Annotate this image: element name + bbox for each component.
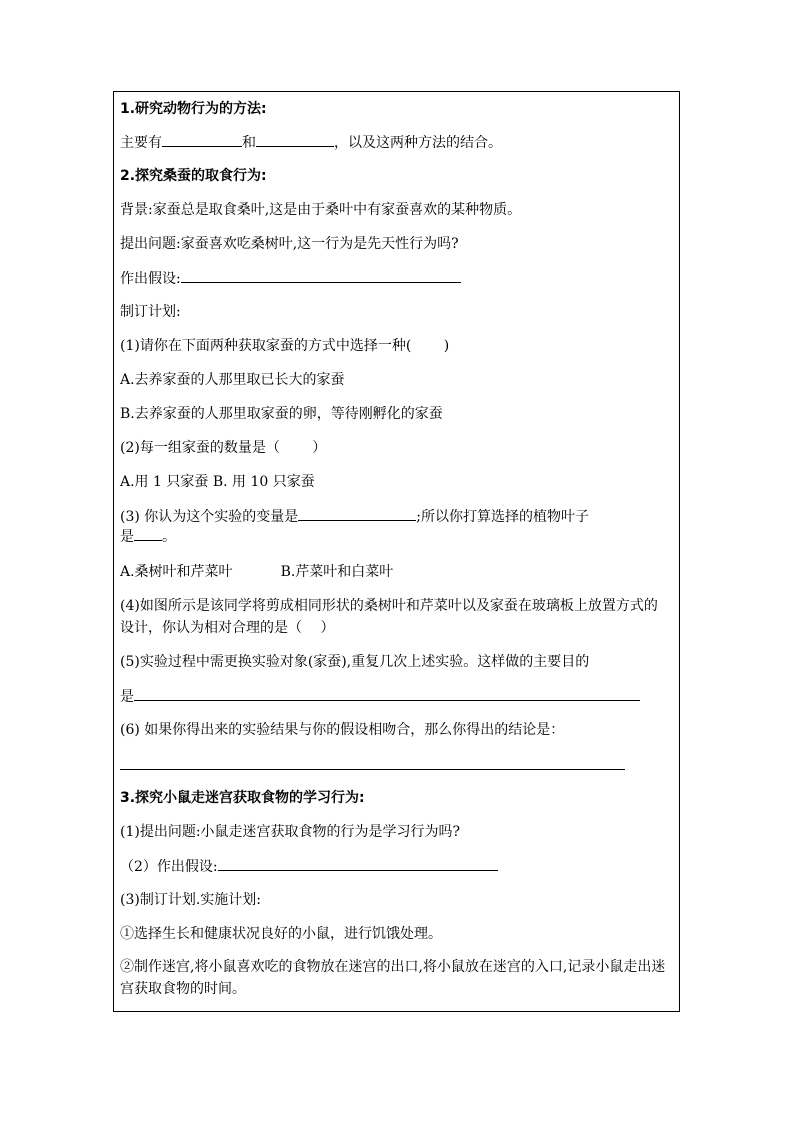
methods-mid: 和 (242, 135, 256, 151)
blank-section3-hypothesis[interactable] (218, 856, 498, 871)
section3-q3: (3)制订计划.实施计划: (120, 892, 261, 908)
section2-q3-line1 (120, 506, 589, 527)
section2-background: 背景:家蚕总是取食桑叶,这是由于桑叶中有家蚕喜欢的某种物质。 (120, 202, 522, 218)
section2-q3-line2 (120, 526, 176, 547)
q3-suffix: ;所以你打算选择的植物叶子 (416, 509, 589, 525)
section3-q1: (1)提出问题:小鼠走迷宫获取食物的行为是学习行为吗? (120, 824, 461, 840)
section3-heading: 3.探究小鼠走迷宫获取食物的学习行为: (120, 790, 365, 806)
q3-option-b: B.芹菜叶和白菜叶 (280, 564, 394, 580)
section2-heading: 2.探究桑蚕的取食行为: (120, 168, 267, 184)
blank-leaf-choice[interactable] (134, 526, 162, 541)
section1-heading: 1.研究动物行为的方法: (120, 101, 267, 117)
blank-hypothesis[interactable] (181, 268, 461, 283)
section1-methods-line (120, 132, 502, 153)
q3-prefix: (3) 你认为这个实验的变量是 (120, 509, 299, 525)
section2-q5: (5)实验过程中需更换实验对象(家蚕),重复几次上述实验。这样做的主要目的 (120, 654, 590, 670)
hypothesis-label: 作出假设: (120, 271, 181, 287)
methods-prefix: 主要有 (120, 135, 162, 151)
blank-conclusion[interactable] (120, 769, 625, 770)
section2-question: 提出问题:家蚕喜欢吃桑树叶,这一行为是先天性行为吗? (120, 236, 459, 252)
section2-q2: (2)每一组家蚕的数量是（ ） (120, 440, 327, 456)
methods-suffix: ，以及这两种方法的结合。 (334, 135, 502, 151)
blank-variable[interactable] (298, 506, 416, 521)
section2-q1-option-a: A.去养家蚕的人那里取已长大的家蚕 (120, 372, 345, 388)
section2-q3-options (120, 562, 393, 582)
section2-q1-option-b: B.去养家蚕的人那里取家蚕的卵，等待刚孵化的家蚕 (120, 406, 443, 422)
q3-line2-prefix: 是 (120, 529, 134, 545)
section3-q2-line (120, 856, 498, 877)
section3-step2: ②制作迷宫,将小鼠喜欢吃的食物放在迷宫的出口,将小鼠放在迷宫的入口,记录小鼠走出迷宫获取食物的时间。 (120, 959, 666, 997)
q3-option-a: A.桑树叶和芹菜叶 (120, 564, 233, 580)
q3-line2-suffix: 。 (162, 529, 176, 545)
section3-step1: ①选择生长和健康状况良好的小鼠，进行饥饿处理。 (120, 926, 442, 942)
section2-q6: (6) 如果你得出来的实验结果与你的假设相吻合，那么你得出的结论是： (120, 722, 565, 738)
section2-hypothesis-line (120, 268, 461, 289)
blank-method-2[interactable] (256, 132, 334, 147)
blank-method-1[interactable] (162, 132, 242, 147)
section2-q4: (4)如图所示是该同学将剪成相同形状的桑树叶和芹菜叶以及家蚕在玻璃板上放置方式的设计，你认为相对合理的是（ ） (120, 598, 658, 636)
q5-line2-prefix: 是 (120, 689, 134, 705)
blank-purpose[interactable] (134, 686, 640, 701)
section2-q5-line2 (120, 686, 640, 707)
section2-plan-label: 制订计划: (120, 304, 181, 320)
section2-q2-options: A.用 1 只家蚕 B. 用 10 只家蚕 (120, 474, 315, 490)
section2-q1: (1)请你在下面两种获取家蚕的方式中选择一种( ) (120, 338, 450, 354)
section3-hypothesis-label: （2）作出假设: (120, 859, 218, 875)
